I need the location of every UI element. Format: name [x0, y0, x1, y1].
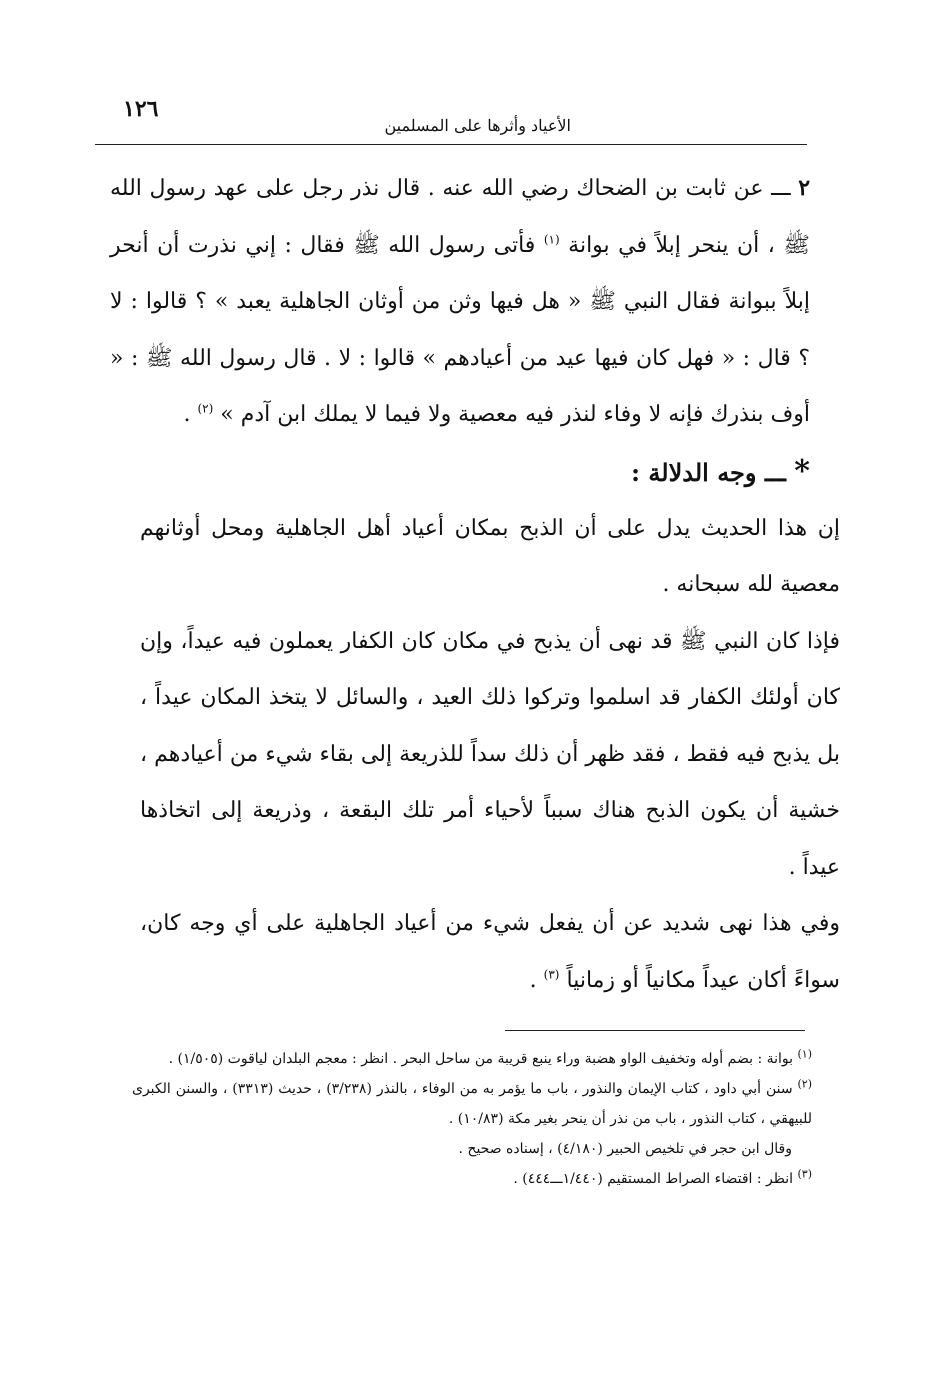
- footnote-2-text: سنن أبي داود ، كتاب الإيمان والنذور ، باب ما يؤمر به من الوفاء ، بالنذر (٣/٢٣٨) ، حديث (٣٣١٣) ، والسنن الكبرى للبيهقي ، كتاب النذور ، باب من نذر أن ينحر بغير مكة (١٠/٨٣) .: [132, 1081, 812, 1127]
- page-header: [95, 96, 807, 148]
- footnotes: [132, 1044, 812, 1194]
- hadith-paragraph: [110, 160, 810, 444]
- running-title: الأعياد وأثرها على المسلمين: [384, 116, 571, 135]
- footnote-1-number: (١): [797, 1047, 812, 1061]
- section-heading: [110, 444, 810, 501]
- paragraph-3-end: .: [529, 967, 537, 993]
- paragraph-3-text: وفي هذا نهى شديد عن أن يفعل شيء من أعياد الجاهلية على أي وجه كان، سواءً أكان عيداً مكانياً أو زمانياً: [140, 911, 840, 993]
- paragraph-2: فإذا كان النبي ﷺ قد نهى أن يذبح في مكان كان الكفار يعملون فيه عيداً، وإن كان أولئك الكفار قد اسلموا وتركوا ذلك العيد ، والسائل لا يتخذ المكان عيداً ، بل يذبح فيه فقط ، فقد ظهر أن ذلك سداً للذريعة إلى بقاء شيء من أعيادهم ، خشية أن يكون الذبح هناك سبباً لأحياء أمر تلك البقعة ، وذريعة إلى اتخاذها عيداً .: [140, 628, 841, 880]
- commentary: [140, 501, 840, 1010]
- page-number: ١٢٦: [123, 96, 159, 122]
- footnote-2-continuation: وقال ابن حجر في تلخيص الحبير (٤/١٨٠) ، إسناده صحيح .: [458, 1141, 792, 1157]
- footnote-separator: [505, 1030, 805, 1031]
- paragraph-3: [140, 896, 840, 1009]
- main-text: [110, 160, 841, 1009]
- footnote-1: [132, 1044, 812, 1074]
- paragraph-1: إن هذا الحديث يدل على أن الذبح بمكان أعياد أهل الجاهلية ومحل أوثانهم معصية لله سبحانه .: [140, 515, 840, 597]
- footnote-3-number: (٣): [797, 1167, 812, 1181]
- hadith-end: .: [183, 402, 191, 427]
- footnote-ref-3[interactable]: (٣): [543, 967, 560, 982]
- star-marker: *: [794, 453, 810, 489]
- footnote-1-text: بوانة : بضم أوله وتخفيف الواو هضبة وراء ينبع قريبة من ساحل البحر . انظر : معجم البلدان لياقوت (١/٥٠٥) .: [168, 1051, 794, 1067]
- hadith-text-part-1: ـــ عن ثابت بن الضحاك رضي الله عنه . قال نذر رجل على عهد رسول الله ﷺ ، أن ينحر إبلاً في بوانة: [110, 176, 810, 258]
- footnote-2-number: (٢): [797, 1077, 812, 1091]
- footnote-3: [132, 1164, 812, 1194]
- footnote-ref-1[interactable]: (١): [543, 232, 560, 247]
- hadith-text-part-2: فأتى رسول الله ﷺ فقال : إني نذرت أن أنحر إبلاً ببوانة فقال النبي ﷺ « هل فيها وثن من أوثان الجاهلية يعبد » ؟ قالوا : لا ؟ قال : « فهل كان فيها عيد من أعيادهم » قالوا : لا . قال رسول الله ﷺ : « أوف بنذرك فإنه لا وفاء لنذر فيه معصية ولا فيما لا يملك ابن آدم »: [110, 232, 810, 427]
- footnote-2: [132, 1074, 812, 1134]
- header-rule: [95, 144, 807, 145]
- section-heading-text: ـــ وجه الدلالة :: [631, 457, 786, 487]
- footnote-3-text: انظر : اقتضاء الصراط المستقيم (١/٤٤٠ـــ٤٤٤) .: [513, 1171, 794, 1187]
- footnote-ref-2[interactable]: (٢): [197, 401, 214, 416]
- hadith-number: ٢: [798, 175, 811, 201]
